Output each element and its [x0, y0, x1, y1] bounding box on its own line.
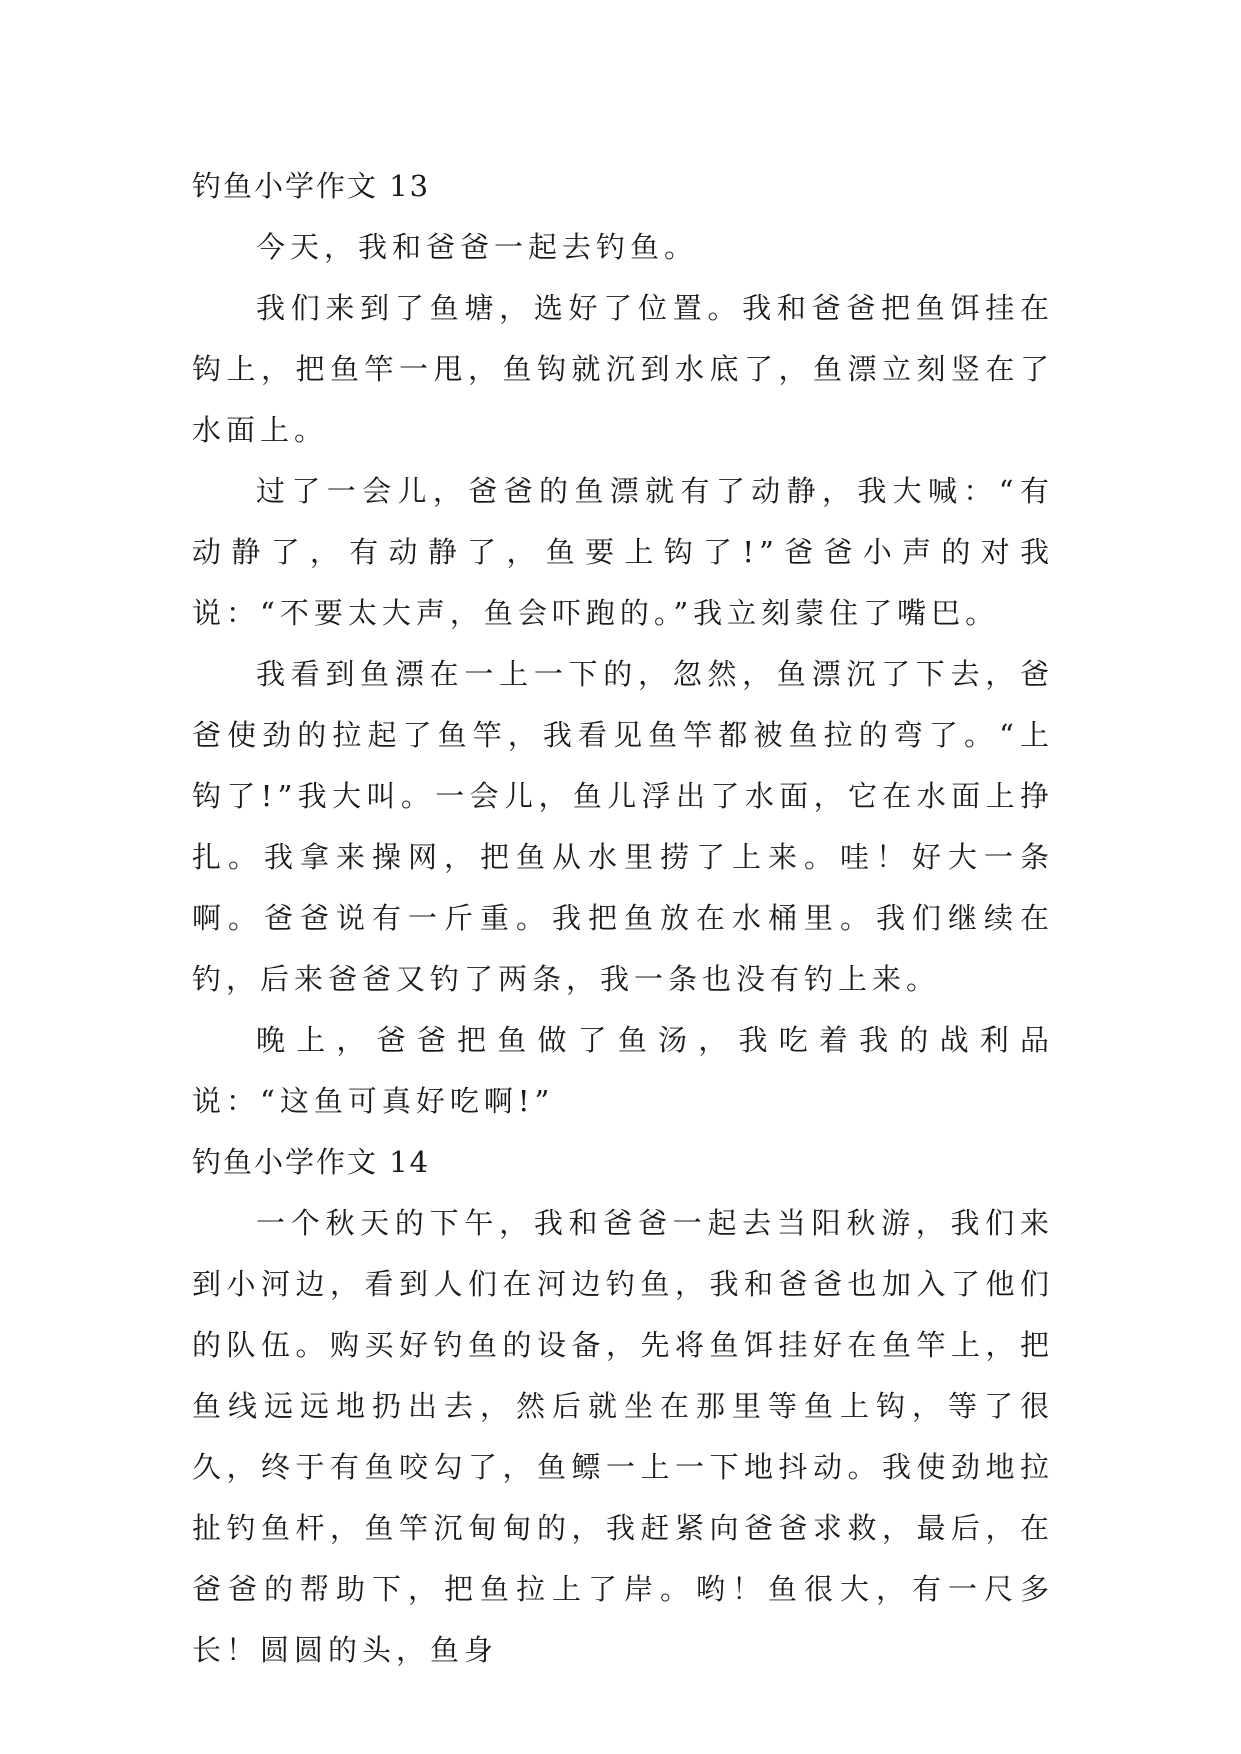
essay-paragraph: 我看到鱼漂在一上一下的，忽然，鱼漂沉了下去，爸爸使劲的拉起了鱼竿，我看见鱼竿都被鱼拉的弯了。“上钩了!”我大叫。一会儿，鱼儿浮出了水面，它在水面上挣扎。我拿来操网，把鱼从水里捞了上来。哇！好大一条啊。爸爸说有一斤重。我把鱼放在水桶里。我们继续在钓，后来爸爸又钓了两条，我一条也没有钓上来。 — [192, 657, 1054, 996]
essay-13 — [192, 156, 1054, 1132]
essay-paragraph: 晚上，爸爸把鱼做了鱼汤，我吃着我的战利品说：“这鱼可真好吃啊!” — [192, 1023, 1054, 1118]
document-body — [192, 156, 1054, 1681]
essay-paragraph: 一个秋天的下午，我和爸爸一起去当阳秋游，我们来到小河边，看到人们在河边钓鱼，我和爸爸也加入了他们的队伍。购买好钓鱼的设备，先将鱼饵挂好在鱼竿上，把鱼线远远地扔出去，然后就坐在那里等鱼上钩，等了很久，终于有鱼咬勾了，鱼鳔一上一下地抖动。我使劲地拉扯钓鱼杆，鱼竿沉甸甸的，我赶紧向爸爸求救，最后，在爸爸的帮助下，把鱼拉上了岸。哟！鱼很大，有一尺多长！圆圆的头，鱼身 — [192, 1206, 1054, 1667]
essay-title: 钓鱼小学作文 13 — [192, 169, 431, 203]
essay-paragraph: 我们来到了鱼塘，选好了位置。我和爸爸把鱼饵挂在钩上，把鱼竿一甩，鱼钩就沉到水底了，鱼漂立刻竖在了水面上。 — [192, 291, 1054, 447]
essay-paragraph: 过了一会儿，爸爸的鱼漂就有了动静，我大喊：“有动静了，有动静了，鱼要上钩了!”爸爸小声的对我说：“不要太大声，鱼会吓跑的。”我立刻蒙住了嘴巴。 — [192, 474, 1054, 630]
essay-title: 钓鱼小学作文 14 — [192, 1145, 431, 1179]
essay-paragraph: 今天，我和爸爸一起去钓鱼。 — [256, 230, 699, 264]
essay-14 — [192, 1132, 1054, 1681]
